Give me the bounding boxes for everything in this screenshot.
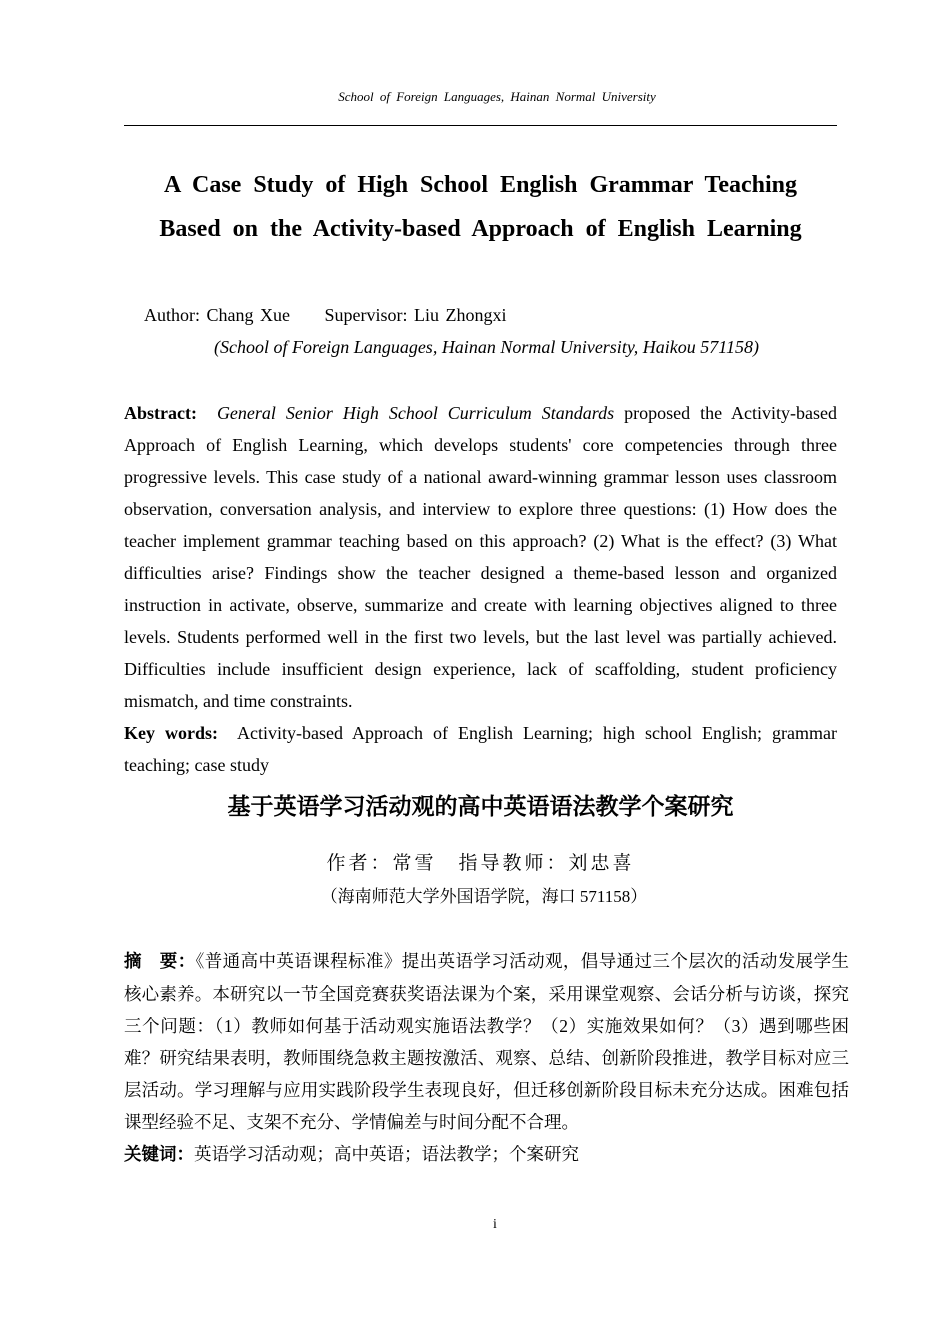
author-name: Chang Xue	[206, 305, 290, 325]
chinese-author-line	[124, 848, 837, 875]
keywords-paragraph	[124, 717, 837, 781]
chinese-keywords-paragraph	[124, 1138, 849, 1171]
english-affiliation: (School of Foreign Languages, Hainan Normal University, Haikou 571158)	[214, 337, 759, 357]
english-title	[124, 163, 837, 251]
english-abstract	[124, 397, 837, 781]
chinese-abstract-paragraph	[124, 945, 849, 1138]
chinese-title: 基于英语学习活动观的高中英语语法教学个案研究	[227, 794, 734, 820]
chinese-keywords-text: 英语学习活动观；高中英语；语法教学；个案研究	[194, 1144, 579, 1164]
chinese-abstract	[124, 945, 849, 1171]
running-head: School of Foreign Languages, Hainan Normal University	[338, 89, 656, 104]
english-title-line-2: Based on the Activity-based Approach of English Learning	[159, 216, 802, 242]
supervisor-name: Liu Zhongxi	[413, 305, 507, 325]
supervisor-label: Supervisor:	[324, 305, 408, 325]
abstract-body: proposed the Activity-based Approach of English Learning, which develops students' core competencies through three progressive levels. This case study of a national award-winning grammar lesson uses classroom observation, conversation analysis, and interview to explore three questions: (1) How does the teacher implement grammar teaching based on this approach? (2) What is the effect? (3) What difficulties arise? Findings show the teacher designed a theme-based lesson and organized instruction in activate, observe, summarize and create with learning objectives aligned to three levels. Students performed well in the first two levels, but the last level was partially achieved. Difficulties include insufficient design experience, lack of scaffolding, student proficiency mismatch, and time constraints.	[124, 403, 838, 711]
abstract-source: General Senior High School Curriculum Standards	[216, 403, 615, 423]
chinese-abstract-label: 摘 要：	[124, 952, 196, 972]
chinese-keywords-label: 关键词：	[124, 1145, 194, 1165]
chinese-author: 作者：常雪	[326, 852, 437, 874]
chinese-abstract-body: 《普通高中英语课程标准》提出英语学习活动观，倡导通过三个层次的活动发展学生核心素养。本研究以一节全国竞赛获奖语法课为个案，采用课堂观察、会话分析与访谈，探究三个问题：（1）教师如何基于活动观实施语法教学？（2）实施效果如何？（3）遇到哪些困难？研究结果表明，教师围绕急救主题按激活、观察、总结、创新阶段推进，教学目标对应三层活动。学习理解与应用实践阶段学生表现良好，但迁移创新阶段目标未充分达成。困难包括课型经验不足、支架不充分、学情偏差与时间分配不合理。	[124, 951, 849, 1132]
author-line	[144, 305, 506, 326]
keywords-label: Key words:	[124, 723, 218, 743]
chinese-supervisor: 指导教师：刘忠喜	[458, 852, 635, 874]
author-label: Author:	[144, 305, 200, 325]
header-rule	[124, 125, 837, 126]
keywords-text: Activity-based Approach of English Learning; high school English; grammar teaching; case study	[124, 723, 837, 775]
abstract-label: Abstract:	[124, 403, 197, 423]
chinese-affiliation: （海南师范大学外国语学院，海口 571158）	[320, 887, 648, 906]
abstract-paragraph	[124, 397, 837, 717]
page-number: i	[493, 1217, 497, 1232]
english-title-line-1: A Case Study of High School English Grammar Teaching	[164, 172, 797, 198]
